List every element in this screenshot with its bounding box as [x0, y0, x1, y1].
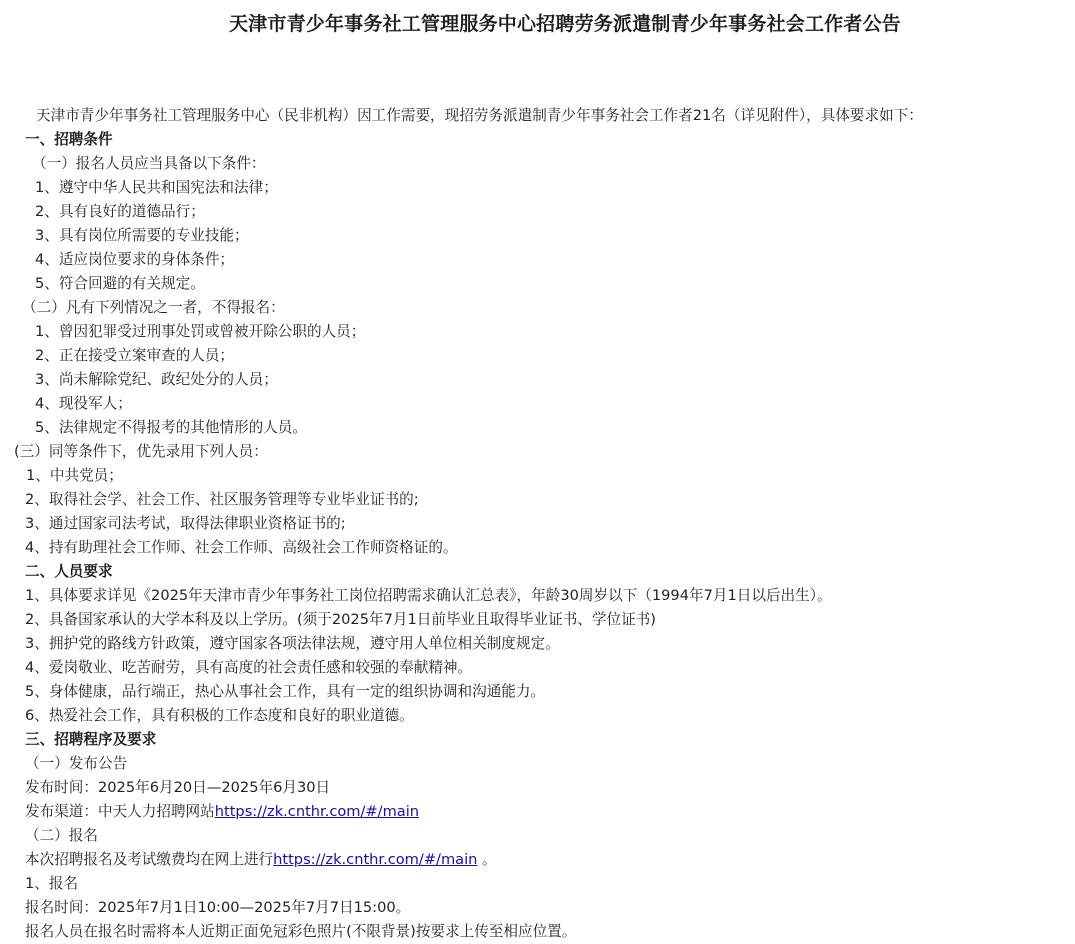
publish-channel-label: 发布渠道：中天人力招聘网站 [25, 803, 215, 820]
list-item: 4、持有助理社会工作师、社会工作师、高级社会工作师资格证的。 [25, 539, 458, 556]
announcement-body [0, 104, 1075, 944]
online-registration-suffix: 。 [477, 851, 497, 868]
subsection-heading: （一）报名人员应当具备以下条件： [32, 155, 266, 172]
section-heading-requirements: 二、人员要求 [25, 563, 113, 580]
list-item: 1、中共党员； [26, 467, 123, 484]
list-item: 5、身体健康，品行端正，热心从事社会工作，具有一定的组织协调和沟通能力。 [25, 683, 546, 700]
list-item: 5、符合回避的有关规定。 [35, 275, 205, 292]
subsection-heading: （二）报名 [25, 827, 98, 844]
online-registration-text: 本次招聘报名及考试缴费均在网上进行 [25, 851, 274, 868]
list-item: 2、取得社会学、社会工作、社区服务管理等专业毕业证书的; [25, 491, 419, 508]
section-heading-procedure: 三、招聘程序及要求 [25, 731, 157, 748]
list-item: 4、爱岗敬业、吃苦耐劳，具有高度的社会责任感和较强的奉献精神。 [25, 659, 473, 676]
list-item: 6、热爱社会工作，具有积极的工作态度和良好的职业道德。 [25, 707, 414, 724]
list-item: 5、法律规定不得报考的其他情形的人员。 [35, 419, 307, 436]
list-item: 4、现役军人； [35, 395, 132, 412]
subsection-heading: （一）发布公告 [25, 755, 128, 772]
list-item: 2、具有良好的道德品行； [35, 203, 205, 220]
step-heading: 1、报名 [25, 875, 79, 892]
section-heading-conditions: 一、招聘条件 [25, 131, 113, 148]
publish-channel [0, 800, 1075, 824]
list-item: 4、适应岗位要求的身体条件； [35, 251, 235, 268]
list-item: 1、曾因犯罪受过刑事处罚或曾被开除公职的人员； [35, 323, 366, 340]
recruitment-site-link[interactable]: https://zk.cnthr.com/#/main [214, 803, 420, 820]
registration-time: 报名时间：2025年7月1日10:00—2025年7月7日15:00。 [25, 899, 411, 916]
photo-requirement: 报名人员在报名时需将本人近期正面免冠彩色照片(不限背景)按要求上传至相应位置。 [25, 923, 577, 940]
list-item: 3、拥护党的路线方针政策，遵守国家各项法律法规，遵守用人单位相关制度规定。 [25, 635, 560, 652]
publish-time: 发布时间：2025年6月20日—2025年6月30日 [25, 779, 331, 796]
registration-site-link[interactable]: https://zk.cnthr.com/#/main [273, 851, 478, 868]
list-item: 3、尚未解除党纪、政纪处分的人员； [35, 371, 278, 388]
subsection-heading: （二）凡有下列情况之一者，不得报名： [22, 299, 285, 316]
online-registration-note [0, 848, 1075, 872]
subsection-heading: (三）同等条件下，优先录用下列人员： [14, 443, 268, 460]
list-item: 1、遵守中华人民共和国宪法和法律； [35, 179, 278, 196]
page-title: 天津市青少年事务社工管理服务中心招聘劳务派遣制青少年事务社会工作者公告 [228, 13, 901, 35]
list-item: 3、通过国家司法考试，取得法律职业资格证书的; [25, 515, 346, 532]
list-item: 1、具体要求详见《2025年天津市青少年事务社工岗位招聘需求确认汇总表》，年龄30周岁以下（1994年7月1日以后出生）。 [25, 587, 832, 604]
list-item: 3、具有岗位所需要的专业技能； [35, 227, 249, 244]
list-item: 2、正在接受立案审查的人员； [35, 347, 235, 364]
intro-paragraph: 天津市青少年事务社工管理服务中心（民非机构）因工作需要，现招劳务派遣制青少年事务社会工作者21名（详见附件），具体要求如下： [36, 107, 923, 124]
list-item: 2、具备国家承认的大学本科及以上学历。(须于2025年7月1日前毕业且取得毕业证书、学位证书) [25, 611, 656, 628]
